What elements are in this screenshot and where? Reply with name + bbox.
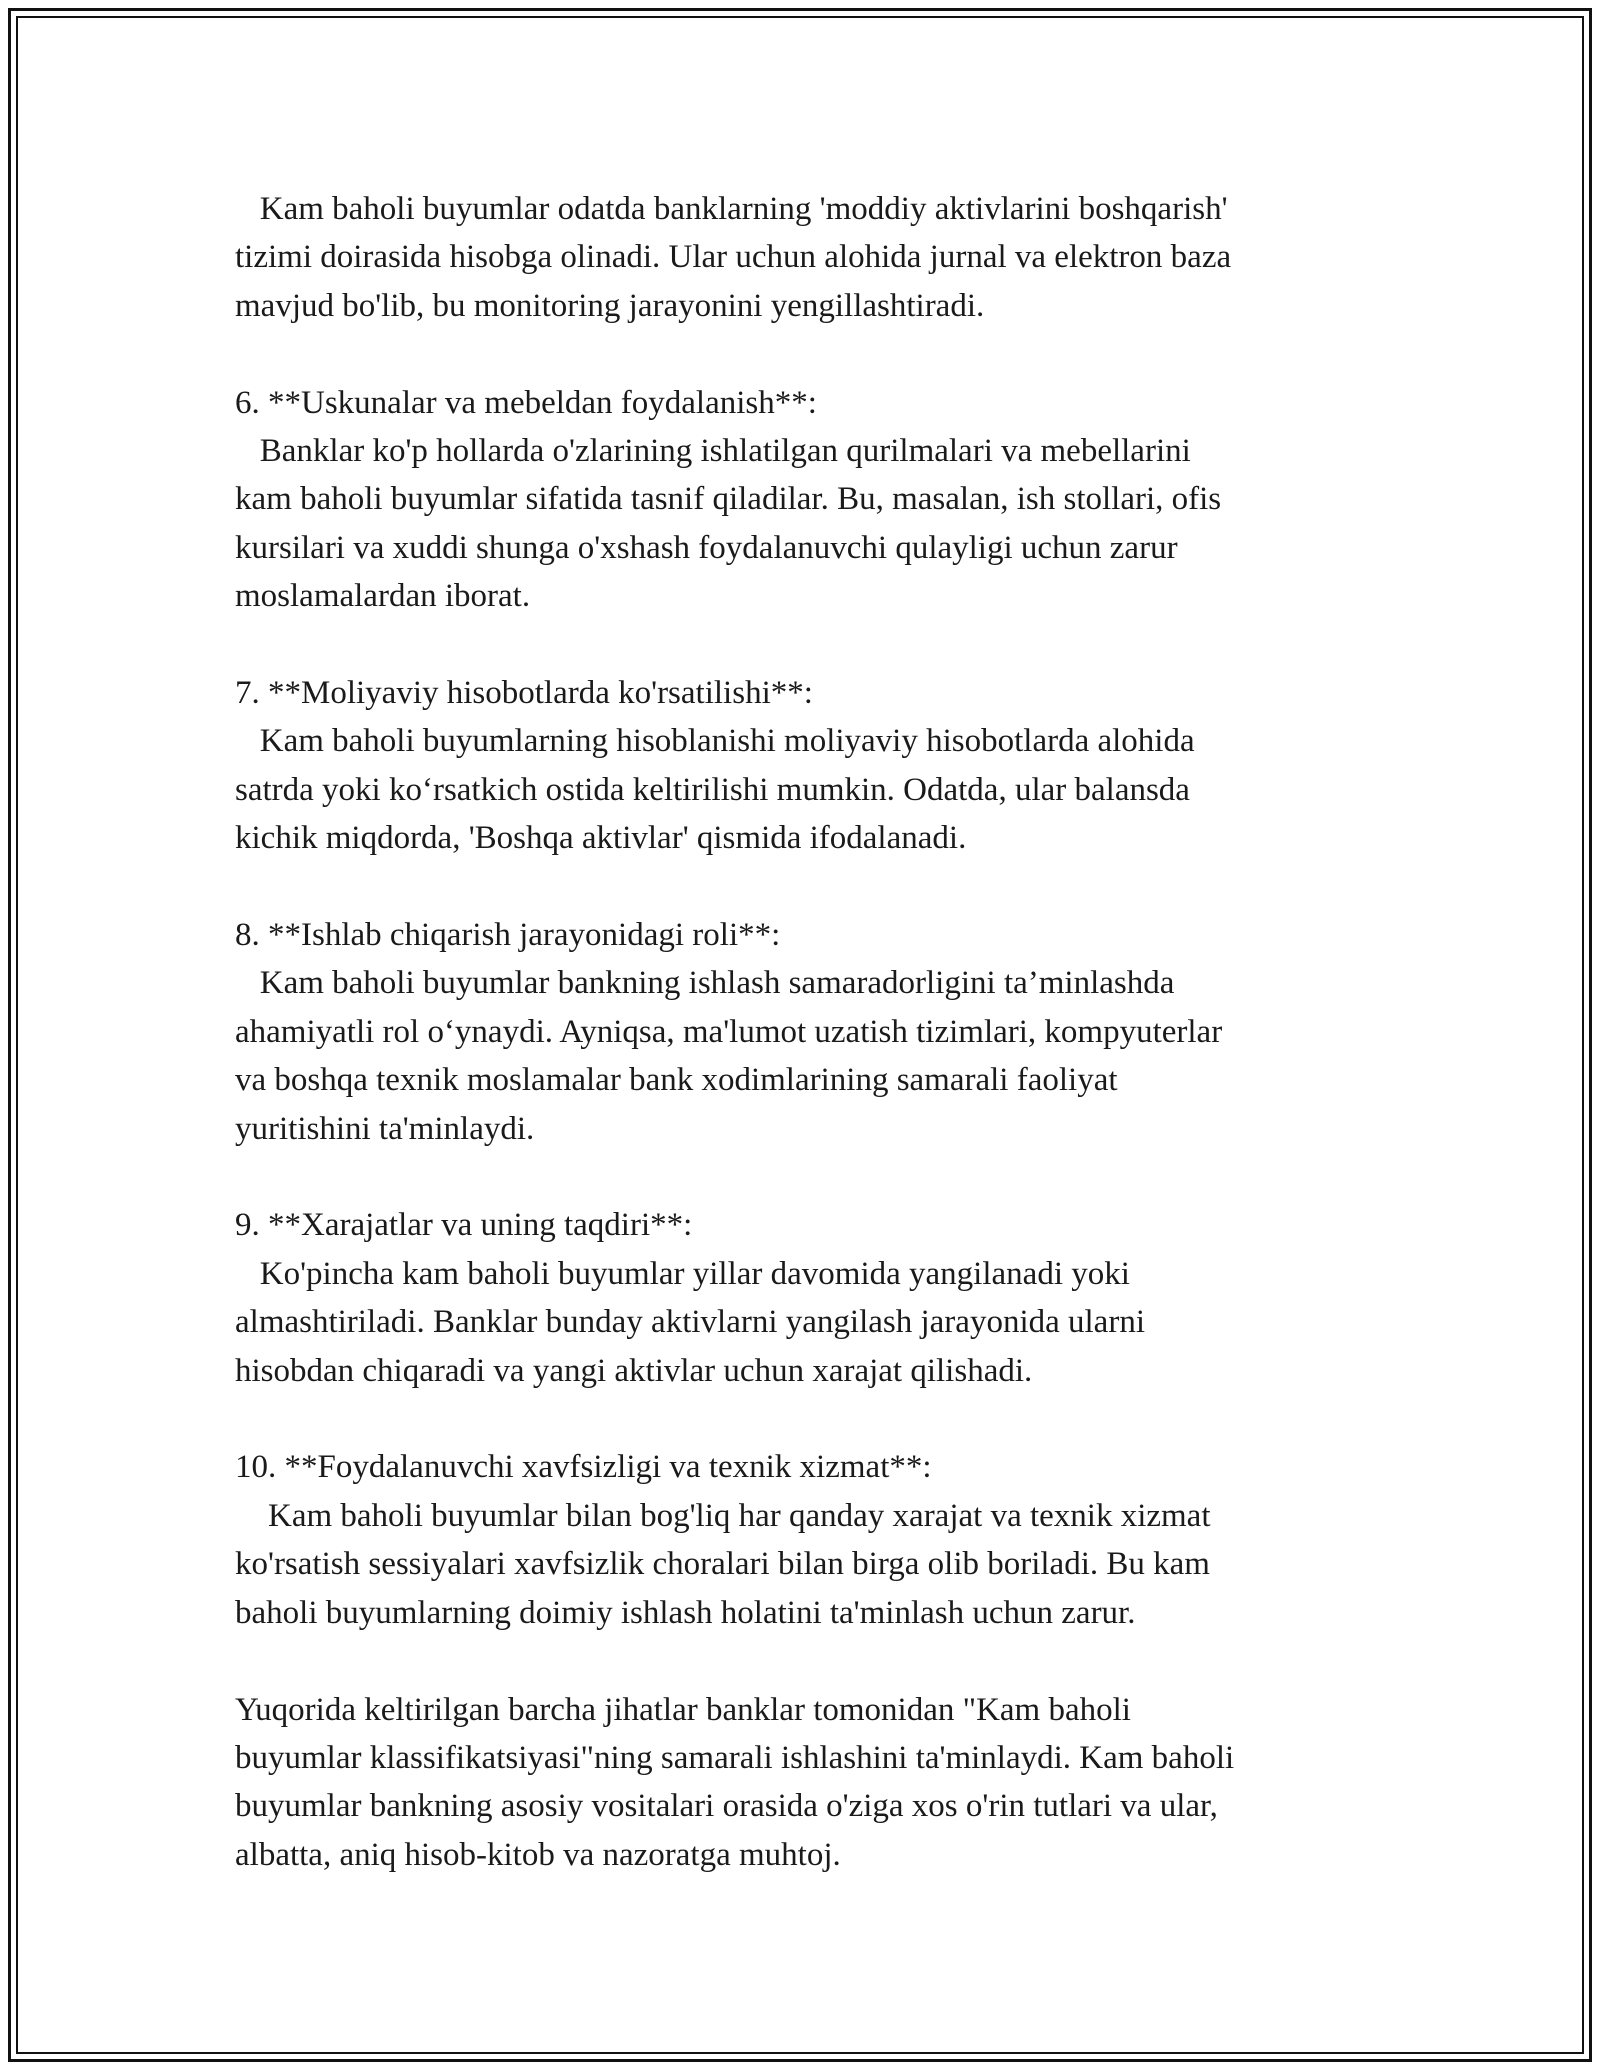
- section-heading: 10. **Foydalanuvchi xavfsizligi va texnik xizmat**:: [235, 1449, 932, 1486]
- section-heading: 8. **Ishlab chiqarish jarayonidagi roli**:: [235, 917, 781, 954]
- document-body: [235, 185, 1365, 1879]
- text-line: hisobdan chiqaradi va yangi aktivlar uchun xarajat qilishadi.: [235, 1352, 1033, 1389]
- text-line: Kam baholi buyumlar odatda banklarning 'moddiy aktivlarini boshqarish': [235, 191, 1228, 227]
- paragraph: [235, 379, 1365, 621]
- text-line: Banklar ko'p hollarda o'zlarining ishlatilgan qurilmalari va mebellarini: [235, 433, 1191, 470]
- section-heading: 7. **Moliyaviy hisobotlarda ko'rsatilishi**:: [235, 675, 813, 712]
- text-line: Yuqorida keltirilgan barcha jihatlar banklar tomonidan "Kam baholi: [235, 1691, 1131, 1728]
- text-line: moslamalardan iborat.: [235, 578, 531, 615]
- text-line: satrda yoki ko‘rsatkich ostida keltirilishi mumkin. Odatda, ular balansda: [235, 771, 1190, 808]
- paragraph: [235, 911, 1365, 1153]
- text-line: kichik miqdorda, 'Boshqa aktivlar' qismida ifodalanadi.: [235, 820, 967, 857]
- text-line: kam baholi buyumlar sifatida tasnif qiladilar. Bu, masalan, ish stollari, ofis: [235, 481, 1222, 518]
- text-line: Kam baholi buyumlarning hisoblanishi moliyaviy hisobotlarda alohida: [235, 723, 1195, 760]
- text-line: yuritishini ta'minlaydi.: [235, 1110, 535, 1147]
- paragraph: [235, 185, 1365, 330]
- paragraph: [235, 1201, 1365, 1395]
- text-line: baholi buyumlarning doimiy ishlash holatini ta'minlash uchun zarur.: [235, 1594, 1136, 1631]
- paragraph-gap: [235, 1637, 1365, 1685]
- paragraph-gap: [235, 1395, 1365, 1443]
- text-line: tizimi doirasida hisobga olinadi. Ular uchun alohida jurnal va elektron baza: [235, 239, 1232, 276]
- text-line: Kam baholi buyumlar bankning ishlash samaradorligini ta’minlashda: [235, 965, 1175, 1002]
- paragraph: [235, 1443, 1365, 1637]
- paragraph: [235, 1686, 1365, 1880]
- text-line: buyumlar bankning asosiy vositalari orasida o'ziga xos o'rin tutlari va ular,: [235, 1788, 1218, 1825]
- text-line: ahamiyatli rol o‘ynaydi. Ayniqsa, ma'lumot uzatish tizimlari, kompyuterlar: [235, 1013, 1223, 1050]
- paragraph-gap: [235, 1153, 1365, 1201]
- paragraph-gap: [235, 621, 1365, 669]
- text-line: almashtiriladi. Banklar bunday aktivlarni yangilash jarayonida ularni: [235, 1304, 1145, 1341]
- text-line: buyumlar klassifikatsiyasi"ning samarali ishlashini ta'minlaydi. Kam baholi: [235, 1739, 1235, 1776]
- text-line: ko'rsatish sessiyalari xavfsizlik choralari bilan birga olib boriladi. Bu kam: [235, 1546, 1210, 1583]
- text-line: albatta, aniq hisob-kitob va nazoratga muhtoj.: [235, 1836, 841, 1873]
- paragraph-gap: [235, 330, 1365, 378]
- section-heading: 6. **Uskunalar va mebeldan foydalanish**:: [235, 384, 817, 421]
- section-heading: 9. **Xarajatlar va uning taqdiri**:: [235, 1207, 693, 1244]
- text-line: mavjud bo'lib, bu monitoring jarayonini yengillashtiradi.: [235, 287, 985, 324]
- text-line: Ko'pincha kam baholi buyumlar yillar davomida yangilanadi yoki: [235, 1255, 1130, 1292]
- text-line: kursilari va xuddi shunga o'xshash foydalanuvchi qulayligi uchun zarur: [235, 529, 1178, 566]
- text-line: va boshqa texnik moslamalar bank xodimlarining samarali faoliyat: [235, 1062, 1118, 1099]
- text-line: Kam baholi buyumlar bilan bog'liq har qanday xarajat va texnik xizmat: [235, 1497, 1211, 1534]
- paragraph-gap: [235, 863, 1365, 911]
- paragraph: [235, 669, 1365, 863]
